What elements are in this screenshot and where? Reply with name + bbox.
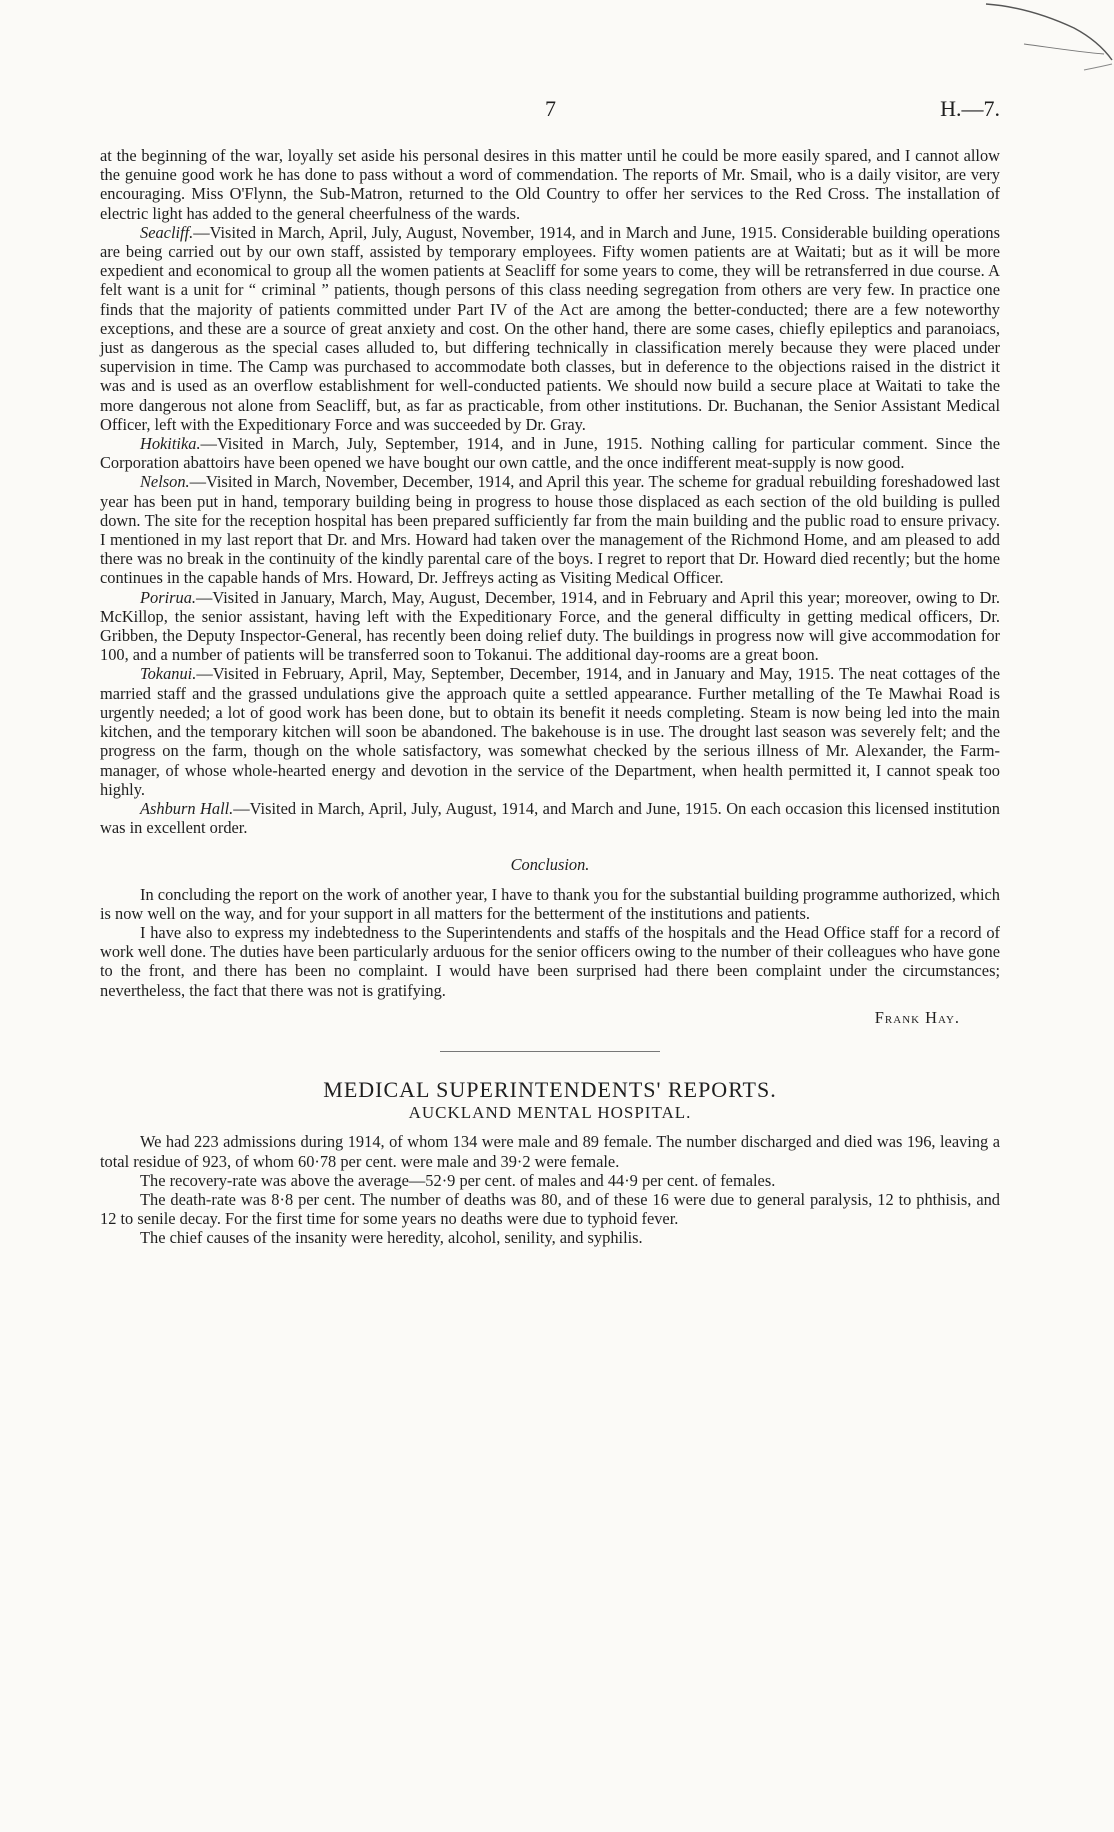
institution-name-porirua: Porirua.	[140, 587, 197, 607]
paragraph-hokitika-text: —Visited in March, July, September, 1914, and in June, 1915. Nothing calling for particular comment. Since the Corporation abattoirs have been opened we have bought our own cattle, and the once indifferent meat-supply is now good.	[100, 434, 1000, 473]
paragraph-continuation: at the beginning of the war, loyally set aside his personal desires in this matter until he could be more easily spared, and I cannot allow the genuine good work he has done to pass without a word of commendation. The reports of Mr. Smail, who is a daily visitor, are very encouraging. Miss O'Flynn, the Sub-Matron, returned to the Old Country to offer her services to the Red Cross. The installation of electric light has added to the general cheerfulness of the wards.	[100, 146, 1000, 223]
section-divider	[440, 1051, 660, 1052]
conclusion-heading: Conclusion.	[510, 855, 590, 875]
signature: Frank Hay.	[874, 1007, 960, 1027]
paragraph-hokitika	[100, 434, 1000, 472]
paragraph-tokanui-text: —Visited in February, April, May, September, December, 1914, and in January and May, 1915. The neat cottages of the married staff and the grassed undulations give the approach quite a settled appearance. Further metalling of the Te Mawhai Road is urgently needed; a lot of good work has been done, but to obtain its benefit it needs completing. Steam is now being led into the main kitchen, and the temporary kitchen will soon be abandoned. The bakehouse is in use. The drought last season was severely felt; and the progress on the farm, though on the whole satisfactory, was somewhat checked by the serious illness of Mr. Alexander, the Farm-manager, of whose whole-hearted energy and devotion in the service of the Department, when health permitted it, I cannot speak too highly.	[100, 664, 1000, 799]
paragraph-conclusion-1: In concluding the report on the work of another year, I have to thank you for the substantial building programme authorized, which is now well on the way, and for your support in all matters for the betterment of the institutions and patients.	[100, 884, 1000, 923]
institution-name-hokitika: Hokitika.	[140, 434, 201, 454]
paragraph-ashburn-hall-text: —Visited in March, April, July, August, 1914, and March and June, 1915. On each occasion this licensed institution was in excellent order.	[100, 798, 1000, 838]
page-number: 7	[545, 96, 556, 121]
paragraph-porirua	[100, 588, 1000, 665]
institution-name-tokanui: Tokanui.	[140, 664, 197, 684]
paragraph-auckland-2: The recovery-rate was above the average—52·9 per cent. of males and 44·9 per cent. of females.	[140, 1170, 776, 1190]
scan-artifact-mark	[984, 0, 1114, 80]
paragraph-tokanui	[100, 664, 1000, 798]
page-header	[100, 96, 1000, 126]
paragraph-conclusion-2: I have also to express my indebtedness to the Superintendents and staffs of the hospitals and the Head Office staff for a record of work well done. The duties have been particularly arduous for the senior officers owing to the number of their colleagues who have gone to the front, and there has been no complaint. I would have been surprised had there been complaint under the circumstances; nevertheless, the fact that there was not is gratifying.	[100, 922, 1000, 1000]
body-text	[100, 146, 1000, 1248]
section-subheading: AUCKLAND MENTAL HOSPITAL.	[408, 1103, 692, 1123]
paragraph-seacliff-text: —Visited in March, April, July, August, November, 1914, and in March and June, 1915. Considerable building operations are being carried out by our own staff, assisted by temporary employees. Fifty women patients are at Waitati; but as it will be more expedient and economical to group all the women patients at Seacliff for some years to come, they will be retransferred in due course. A felt want is a unit for “ criminal ” patients, though persons of this class needing segregation from others are very few. In practice one finds that the majority of patients committed under Part IV of the Act are among the better-conducted; there are a few noteworthy exceptions, and these are a source of great anxiety and cost. On the other hand, there are some cases, chiefly epileptics and paranoiacs, just as dangerous as the special cases alluded to, but differing technically in classification merely because they were placed under supervision in time. The Camp was purchased to accommodate both classes, but in deference to the objections raised in the district it was and is used as an overflow establishment for well-conducted patients. We should now build a secure place at Waitati to take the more dangerous not alone from Seacliff, but, as far as practicable, from other institutions. Dr. Buchanan, the Senior Assistant Medical Officer, left with the Expeditionary Force and was succeeded by Dr. Gray.	[100, 222, 1000, 434]
paragraph-auckland-4: The chief causes of the insanity were heredity, alcohol, senility, and syphilis.	[140, 1228, 643, 1248]
document-reference: H.—7.	[940, 96, 1000, 121]
paragraph-porirua-text: —Visited in January, March, May, August, December, 1914, and in February and April this year; moreover, owing to Dr. McKillop, the senior assistant, having left with the Expeditionary Force, and the general difficulty in getting medical officers, Dr. Gribben, the Deputy Inspector-General, has recently been doing relief duty. The buildings in progress now will give accommodation for 100, and a number of patients will be transferred soon to Tokanui. The additional day-rooms are a great boon.	[100, 587, 1000, 665]
institution-name-ashburn-hall: Ashburn Hall.	[140, 798, 234, 818]
section-heading: MEDICAL SUPERINTENDENTS' REPORTS.	[323, 1076, 777, 1102]
paragraph-auckland-3: The death-rate was 8·8 per cent. The number of deaths was 80, and of these 16 were due to general paralysis, 12 to phthisis, and 12 to senile decay. For the first time for some years no deaths were due to typhoid fever.	[100, 1189, 1000, 1229]
paragraph-ashburn-hall	[100, 799, 1000, 837]
paragraph-nelson	[100, 472, 1000, 587]
institution-name-nelson: Nelson.	[140, 472, 190, 492]
paragraph-nelson-text: —Visited in March, November, December, 1914, and April this year. The scheme for gradual rebuilding foreshadowed last year has been put in hand, temporary building being in progress to house those displaced as each section of the old building is pulled down. The site for the reception hospital has been prepared sufficiently far from the main building and the public road to ensure privacy. I mentioned in my last report that Dr. and Mrs. Howard had taken over the management of the Richmond Home, and am pleased to add there was no break in the continuity of the kindly parental care of the boys. I regret to report that Dr. Howard died recently; but the home continues in the capable hands of Mrs. Howard, Dr. Jeffreys acting as Visiting Medical Officer.	[100, 472, 1000, 588]
paragraph-auckland-1: We had 223 admissions during 1914, of whom 134 were male and 89 female. The number discharged and died was 196, leaving a total residue of 923, of whom 60·78 per cent. were male and 39·2 were female.	[100, 1132, 1000, 1171]
paragraph-seacliff	[100, 223, 1000, 434]
institution-name-seacliff: Seacliff.	[140, 222, 194, 242]
